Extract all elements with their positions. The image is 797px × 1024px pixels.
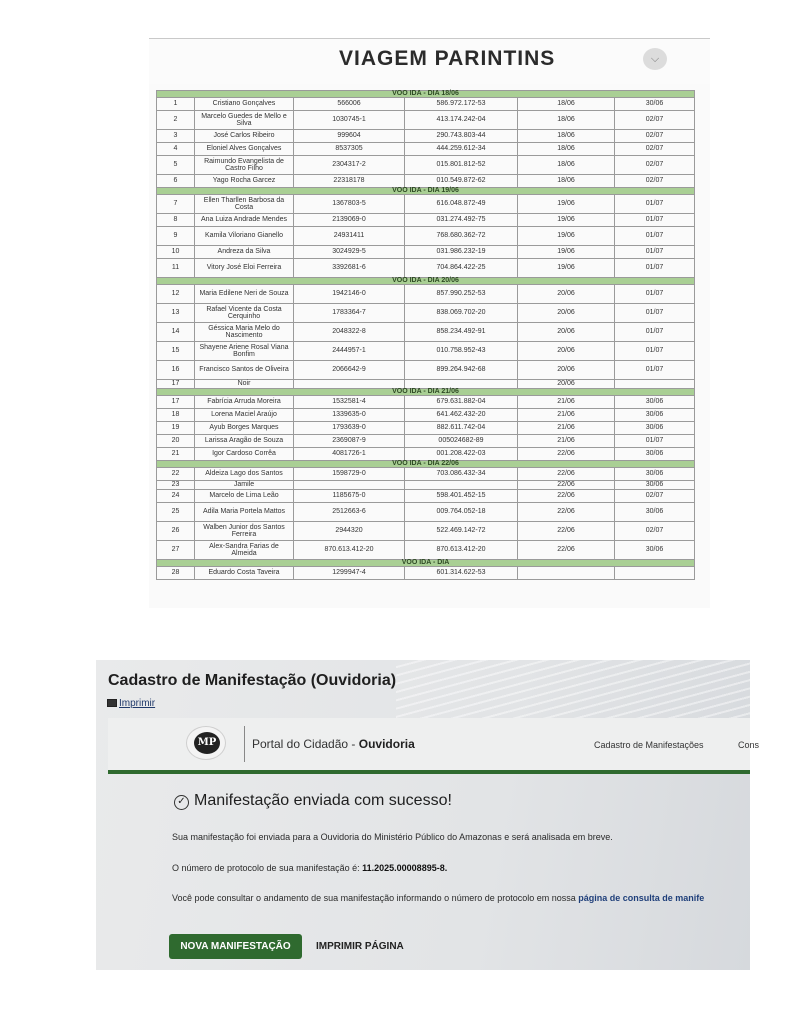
passenger-name: Géssica Maria Melo do Nascimento [195, 323, 294, 342]
flight-list-header [149, 38, 710, 84]
registration-id: 2444957-1 [294, 342, 405, 361]
departure-date: 22/06 [518, 503, 615, 522]
flight-section-header [157, 188, 695, 195]
registration-id: 2139069-0 [294, 214, 405, 227]
registration-id: 870.613.412-20 [294, 541, 405, 560]
cpf-number: 290.743.803-44 [405, 130, 518, 143]
table-row [157, 130, 695, 143]
passenger-name: Ellen Tharllen Barbosa da Costa [195, 195, 294, 214]
section-header-label: VOO IDA - DIA 18/06 [157, 91, 695, 98]
row-number: 15 [157, 342, 195, 361]
table-row [157, 156, 695, 175]
departure-date: 22/06 [518, 541, 615, 560]
registration-id: 999604 [294, 130, 405, 143]
registration-id: 1299947-4 [294, 567, 405, 580]
table-row [157, 214, 695, 227]
row-number: 20 [157, 435, 195, 448]
registration-id: 2369087-9 [294, 435, 405, 448]
registration-id: 2304317-2 [294, 156, 405, 175]
row-number: 3 [157, 130, 195, 143]
passenger-name: Ayub Borges Marques [195, 422, 294, 435]
nav-consulta[interactable]: Cons [738, 740, 760, 750]
return-date: 01/07 [615, 195, 695, 214]
portal-name [252, 737, 415, 751]
cpf-number: 838.069.702-20 [405, 304, 518, 323]
return-date [615, 567, 695, 580]
passenger-name: Igor Cardoso Corrêa [195, 448, 294, 461]
registration-id: 1030745-1 [294, 111, 405, 130]
return-date: 02/07 [615, 111, 695, 130]
cpf-number: 522.469.142-72 [405, 522, 518, 541]
registration-id: 1942146-0 [294, 285, 405, 304]
cpf-number: 010.549.872-62 [405, 175, 518, 188]
return-date: 02/07 [615, 490, 695, 503]
cpf-number: 857.990.252-53 [405, 285, 518, 304]
return-date: 02/07 [615, 175, 695, 188]
protocol-number: 11.2025.00008895-8. [362, 863, 448, 873]
return-date: 30/06 [615, 481, 695, 490]
passenger-name: Kamila Viloriano Gianello [195, 227, 294, 246]
return-date: 30/06 [615, 503, 695, 522]
cpf-number: 679.631.882-04 [405, 396, 518, 409]
registration-id: 2512663-6 [294, 503, 405, 522]
return-date: 30/06 [615, 468, 695, 481]
printer-icon [107, 699, 117, 707]
row-number: 11 [157, 259, 195, 278]
row-number: 22 [157, 468, 195, 481]
success-message [174, 792, 452, 810]
print-page-button[interactable]: IMPRIMIR PÁGINA [316, 934, 404, 959]
registration-id [294, 380, 405, 389]
return-date: 01/07 [615, 361, 695, 380]
passenger-name: Adila Maria Portela Mattos [195, 503, 294, 522]
passenger-name: Eloniel Alves Gonçalves [195, 143, 294, 156]
protocol-paragraph [172, 863, 447, 873]
cpf-number: 703.086.432-34 [405, 468, 518, 481]
new-manifestation-button[interactable]: NOVA MANIFESTAÇÃO [169, 934, 302, 959]
departure-date: 21/06 [518, 396, 615, 409]
chevron-down-icon[interactable]: ⌵ [643, 48, 667, 70]
table-row [157, 481, 695, 490]
cpf-number: 704.864.422-25 [405, 259, 518, 278]
cpf-number: 015.801.812-52 [405, 156, 518, 175]
row-number: 9 [157, 227, 195, 246]
cpf-number: 413.174.242-04 [405, 111, 518, 130]
passenger-name: Fabrícia Arruda Moreira [195, 396, 294, 409]
section-header-label: VOO IDA - DIA 22/06 [157, 461, 695, 468]
return-date: 01/07 [615, 285, 695, 304]
passenger-name: Maria Edilene Neri de Souza [195, 285, 294, 304]
cpf-number: 586.972.172-53 [405, 98, 518, 111]
registration-id: 24931411 [294, 227, 405, 246]
passenger-name: Andreza da Silva [195, 246, 294, 259]
flight-section-header [157, 91, 695, 98]
return-date: 01/07 [615, 342, 695, 361]
cpf-number: 009.764.052-18 [405, 503, 518, 522]
row-number: 10 [157, 246, 195, 259]
cpf-number: 005024682-89 [405, 435, 518, 448]
table-row [157, 490, 695, 503]
row-number: 27 [157, 541, 195, 560]
portal-prefix: Portal do Cidadão - [252, 737, 359, 751]
flight-section-header [157, 560, 695, 567]
registration-id: 1793639-0 [294, 422, 405, 435]
row-number: 8 [157, 214, 195, 227]
return-date [615, 380, 695, 389]
cpf-number: 899.264.942-68 [405, 361, 518, 380]
departure-date: 21/06 [518, 409, 615, 422]
table-row [157, 503, 695, 522]
mp-logo[interactable] [186, 726, 226, 760]
departure-date [518, 567, 615, 580]
passenger-name: Shayene Ariene Rosal Viana Bonfim [195, 342, 294, 361]
registration-id: 2944320 [294, 522, 405, 541]
passenger-name: Walben Junior dos Santos Ferreira [195, 522, 294, 541]
cpf-number: 641.462.432-20 [405, 409, 518, 422]
passenger-name: Marcelo de Lima Leão [195, 490, 294, 503]
registration-id: 2066642-9 [294, 361, 405, 380]
row-number: 24 [157, 490, 195, 503]
row-number: 21 [157, 448, 195, 461]
cpf-number: 601.314.622-53 [405, 567, 518, 580]
ouvidoria-screenshot [96, 660, 760, 970]
table-row [157, 541, 695, 560]
departure-date: 19/06 [518, 195, 615, 214]
cpf-number: 010.758.952-43 [405, 342, 518, 361]
cpf-number: 870.613.412-20 [405, 541, 518, 560]
return-date: 02/07 [615, 143, 695, 156]
row-number: 13 [157, 304, 195, 323]
flight-list-document [149, 38, 710, 608]
return-date: 02/07 [615, 522, 695, 541]
departure-date: 18/06 [518, 98, 615, 111]
departure-date: 19/06 [518, 214, 615, 227]
row-number: 19 [157, 422, 195, 435]
departure-date: 20/06 [518, 380, 615, 389]
table-row [157, 285, 695, 304]
passenger-name: Yago Rocha Garcez [195, 175, 294, 188]
confirmation-paragraph: Sua manifestação foi enviada para a Ouvidoria do Ministério Público do Amazonas e será analisada em breve. [172, 832, 613, 842]
return-date: 01/07 [615, 246, 695, 259]
passenger-name: Francisco Santos de Oliveira [195, 361, 294, 380]
cpf-number: 768.680.362-72 [405, 227, 518, 246]
cpf-number [405, 481, 518, 490]
return-date: 30/06 [615, 541, 695, 560]
table-row [157, 195, 695, 214]
section-header-label: VOO IDA - DIA 21/06 [157, 389, 695, 396]
return-date: 01/07 [615, 304, 695, 323]
passenger-name: Jamile [195, 481, 294, 490]
success-heading: Manifestação enviada com sucesso! [194, 792, 452, 809]
departure-date: 21/06 [518, 422, 615, 435]
departure-date: 20/06 [518, 361, 615, 380]
cpf-number: 616.048.872-49 [405, 195, 518, 214]
page-title: Cadastro de Manifestação (Ouvidoria) [108, 672, 397, 689]
return-date: 30/06 [615, 448, 695, 461]
return-date: 01/07 [615, 323, 695, 342]
portal-section: Ouvidoria [358, 737, 415, 751]
row-number: 25 [157, 503, 195, 522]
departure-date: 20/06 [518, 304, 615, 323]
departure-date: 20/06 [518, 342, 615, 361]
cpf-number: 031.986.232-19 [405, 246, 518, 259]
consult-link[interactable]: página de consulta de manife [578, 893, 705, 903]
cpf-number: 598.401.452-15 [405, 490, 518, 503]
flight-list-title: VIAGEM PARINTINS [339, 47, 556, 70]
registration-id: 566006 [294, 98, 405, 111]
return-date: 01/07 [615, 259, 695, 278]
consult-paragraph [172, 893, 704, 903]
return-date: 01/07 [615, 214, 695, 227]
table-row [157, 246, 695, 259]
row-number: 12 [157, 285, 195, 304]
portal-navbar [108, 718, 760, 770]
check-circle-icon: ✓ [174, 795, 189, 810]
registration-id [294, 481, 405, 490]
table-row [157, 98, 695, 111]
passenger-name: Alex-Sandra Farias de Almeida [195, 541, 294, 560]
table-row [157, 448, 695, 461]
row-number: 5 [157, 156, 195, 175]
registration-id: 1185675-0 [294, 490, 405, 503]
row-number: 17 [157, 396, 195, 409]
cpf-number: 031.274.492-75 [405, 214, 518, 227]
row-number: 7 [157, 195, 195, 214]
passenger-name: Raimundo Evangelista de Castro Filho [195, 156, 294, 175]
registration-id: 3024929-5 [294, 246, 405, 259]
table-row [157, 396, 695, 409]
section-header-label: VOO IDA - DIA [157, 560, 695, 567]
return-date: 30/06 [615, 409, 695, 422]
table-row [157, 227, 695, 246]
registration-id: 2048322-8 [294, 323, 405, 342]
section-header-label: VOO IDA - DIA 19/06 [157, 188, 695, 195]
departure-date: 21/06 [518, 435, 615, 448]
table-row [157, 468, 695, 481]
passenger-name: Rafael Vicente da Costa Cerquinho [195, 304, 294, 323]
table-row [157, 259, 695, 278]
return-date: 30/06 [615, 396, 695, 409]
passenger-name: Aldeiza Lago dos Santos [195, 468, 294, 481]
flight-section-header [157, 389, 695, 396]
flight-table [156, 90, 695, 580]
nav-divider [244, 726, 245, 762]
return-date: 02/07 [615, 156, 695, 175]
cpf-number: 001.208.422-03 [405, 448, 518, 461]
flight-section-header [157, 278, 695, 285]
registration-id: 1367803-5 [294, 195, 405, 214]
departure-date: 20/06 [518, 285, 615, 304]
row-number: 2 [157, 111, 195, 130]
registration-id: 1598729-0 [294, 468, 405, 481]
passenger-name: Marcelo Guedes de Mello e Silva [195, 111, 294, 130]
return-date: 30/06 [615, 422, 695, 435]
passenger-name: José Carlos Ribeiro [195, 130, 294, 143]
departure-date: 18/06 [518, 111, 615, 130]
table-row [157, 175, 695, 188]
passenger-name: Noir [195, 380, 294, 389]
cpf-number: 858.234.492-91 [405, 323, 518, 342]
registration-id: 1339635-0 [294, 409, 405, 422]
departure-date: 19/06 [518, 259, 615, 278]
return-date: 01/07 [615, 435, 695, 448]
table-row [157, 323, 695, 342]
section-header-label: VOO IDA - DIA 20/06 [157, 278, 695, 285]
table-row [157, 409, 695, 422]
row-number: 1 [157, 98, 195, 111]
passenger-name: Eduardo Costa Taveira [195, 567, 294, 580]
table-row [157, 435, 695, 448]
departure-date: 20/06 [518, 323, 615, 342]
passenger-name: Lorena Maciel Araújo [195, 409, 294, 422]
departure-date: 18/06 [518, 175, 615, 188]
departure-date: 22/06 [518, 490, 615, 503]
navbar-green-border [108, 770, 750, 774]
consult-text: Você pode consultar o andamento de sua manifestação informando o número de protocolo em nossa [172, 893, 579, 903]
departure-date: 22/06 [518, 448, 615, 461]
departure-date: 22/06 [518, 481, 615, 490]
table-row [157, 342, 695, 361]
row-number: 26 [157, 522, 195, 541]
return-date: 30/06 [615, 98, 695, 111]
registration-id: 3392681-6 [294, 259, 405, 278]
passenger-name: Ana Luiza Andrade Mendes [195, 214, 294, 227]
print-link[interactable] [107, 698, 155, 709]
table-row [157, 304, 695, 323]
registration-id: 22318178 [294, 175, 405, 188]
background-waves [396, 660, 750, 720]
cpf-number: 882.611.742-04 [405, 422, 518, 435]
row-number: 23 [157, 481, 195, 490]
departure-date: 18/06 [518, 143, 615, 156]
table-row [157, 422, 695, 435]
passenger-name: Vitory José Eloi Ferreira [195, 259, 294, 278]
table-row [157, 143, 695, 156]
registration-id: 4081726-1 [294, 448, 405, 461]
departure-date: 18/06 [518, 156, 615, 175]
row-number: 17 [157, 380, 195, 389]
registration-id: 1783364-7 [294, 304, 405, 323]
row-number: 16 [157, 361, 195, 380]
passenger-name: Cristiano Gonçalves [195, 98, 294, 111]
departure-date: 18/06 [518, 130, 615, 143]
flight-section-header [157, 461, 695, 468]
departure-date: 19/06 [518, 227, 615, 246]
registration-id: 1532581-4 [294, 396, 405, 409]
passenger-name: Larissa Aragão de Souza [195, 435, 294, 448]
row-number: 28 [157, 567, 195, 580]
nav-cadastro-manifestacoes[interactable]: Cadastro de Manifestações [594, 740, 704, 750]
departure-date: 22/06 [518, 522, 615, 541]
protocol-label: O número de protocolo de sua manifestação é: [172, 863, 363, 873]
cpf-number: 444.259.612-34 [405, 143, 518, 156]
departure-date: 22/06 [518, 468, 615, 481]
return-date: 01/07 [615, 227, 695, 246]
row-number: 14 [157, 323, 195, 342]
mp-logo-mark: MP [194, 732, 220, 754]
table-row [157, 567, 695, 580]
registration-id: 8537305 [294, 143, 405, 156]
print-link-label: Imprimir [119, 698, 156, 709]
departure-date: 19/06 [518, 246, 615, 259]
row-number: 4 [157, 143, 195, 156]
table-row [157, 522, 695, 541]
row-number: 18 [157, 409, 195, 422]
table-row [157, 111, 695, 130]
row-number: 6 [157, 175, 195, 188]
return-date: 02/07 [615, 130, 695, 143]
table-row [157, 361, 695, 380]
